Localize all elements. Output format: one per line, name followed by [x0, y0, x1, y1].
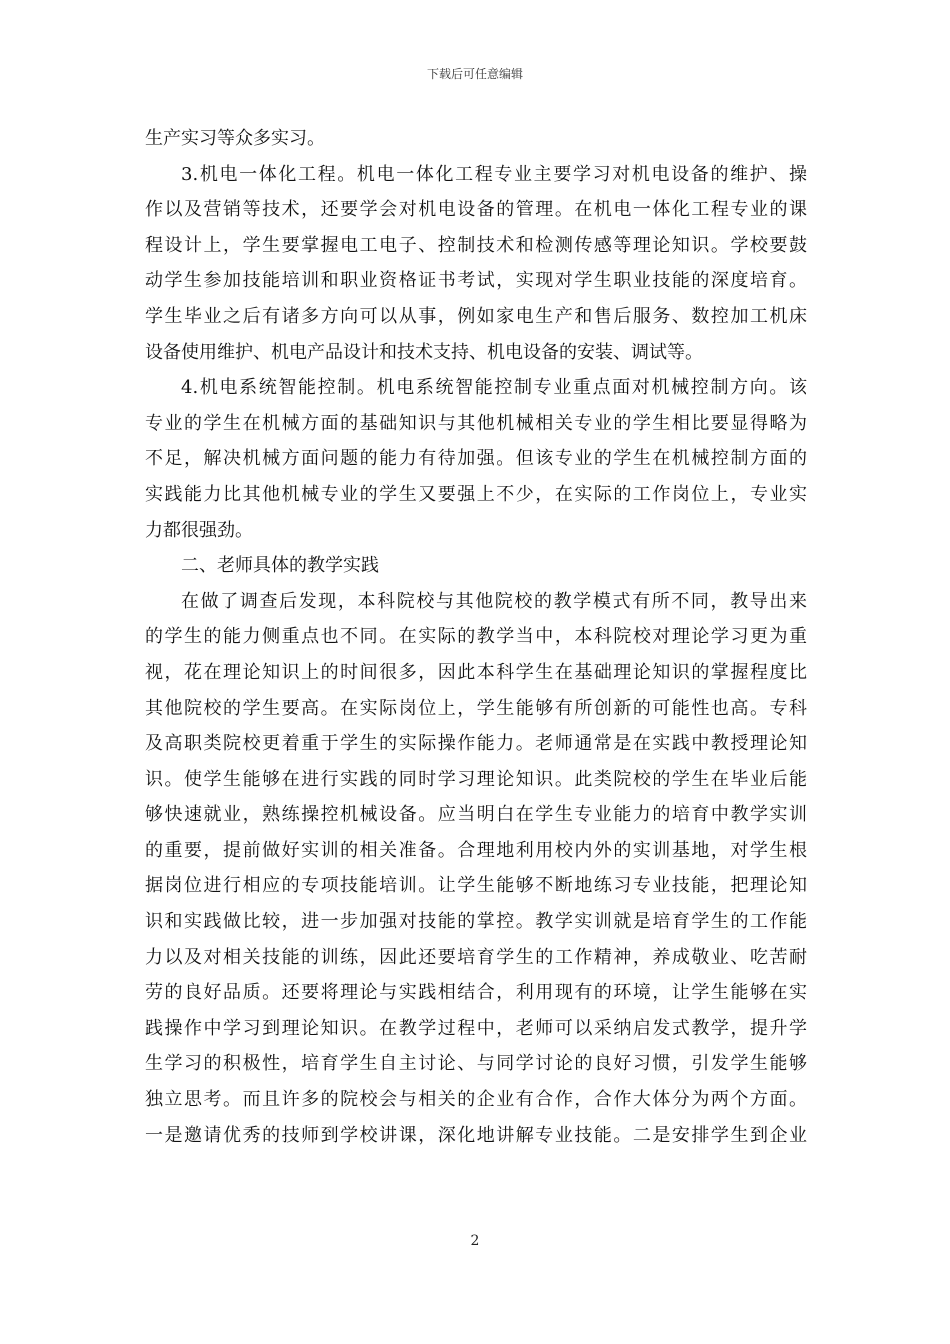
text-line: 的重要，提前做好实训的相关准备。合理地利用校内外的实训基地，对学生根: [145, 839, 807, 861]
page-number: 2: [470, 1233, 480, 1249]
text-line: 独立思考。而且许多的院校会与相关的企业有合作，合作大体分为两个方面。: [145, 1089, 807, 1111]
text-line: 识。使学生能够在进行实践的同时学习理论知识。此类院校的学生在毕业后能: [145, 768, 807, 790]
text-line: 的学生的能力侧重点也不同。在实际的教学当中，本科院校对理论学习更为重: [145, 626, 807, 648]
text-line: 设备使用维护、机电产品设计和技术支持、机电设备的安装、调试等。: [145, 341, 703, 363]
text-line: 专业的学生在机械方面的基础知识与其他机械相关专业的学生相比要显得略为: [145, 412, 807, 434]
text-line: 作以及营销等技术，还要学会对机电设备的管理。在机电一体化工程专业的课: [145, 199, 807, 221]
text-line: 动学生参加技能培训和职业资格证书考试，实现对学生职业技能的深度培育。: [145, 270, 807, 292]
page-header: 下载后可任意编辑: [426, 67, 523, 81]
text-line: 劳的良好品质。还要将理论与实践相结合，利用现有的环境，让学生能够在实: [145, 982, 807, 1004]
text-line: 力都很强劲。: [145, 519, 253, 541]
text-line: 践操作中学习到理论知识。在教学过程中，老师可以采纳启发式教学，提升学: [145, 1017, 807, 1039]
text-line: 视，花在理论知识上的时间很多，因此本科学生在基础理论知识的掌握程度比: [145, 661, 807, 683]
text-line: 其他院校的学生要高。在实际岗位上，学生能够有所创新的可能性也高。专科: [145, 697, 807, 719]
text-line: 不足，解决机械方面问题的能力有待加强。但该专业的学生在机械控制方面的: [145, 448, 807, 470]
text-line: 够快速就业，熟练操控机械设备。应当明白在学生专业能力的培育中教学实训: [145, 804, 807, 826]
text-line: 实践能力比其他机械专业的学生又要强上不少，在实际的工作岗位上，专业实: [145, 483, 807, 505]
text-line: 生学习的积极性，培育学生自主讨论、与同学讨论的良好习惯，引发学生能够: [145, 1053, 807, 1075]
text-line: 生产实习等众多实习。: [145, 128, 325, 149]
text-line: 3.机电一体化工程。机电一体化工程专业主要学习对机电设备的维护、操: [181, 163, 807, 185]
text-line: 一是邀请优秀的技师到学校讲课，深化地讲解专业技能。二是安排学生到企业: [145, 1124, 807, 1146]
section-heading: 二、老师具体的教学实践: [181, 555, 379, 577]
text-line: 力以及对相关技能的训练，因此还要培育学生的工作精神，养成敬业、吃苦耐: [145, 946, 807, 968]
text-line: 学生毕业之后有诸多方向可以从事，例如家电生产和售后服务、数控加工机床: [145, 305, 807, 327]
text-line: 及高职类院校更着重于学生的实际操作能力。老师通常是在实践中教授理论知: [145, 733, 807, 755]
text-line: 4.机电系统智能控制。机电系统智能控制专业重点面对机械控制方向。该: [181, 377, 807, 399]
text-line: 在做了调查后发现，本科院校与其他院校的教学模式有所不同，教导出来: [181, 590, 807, 612]
document-body: [145, 121, 807, 1153]
text-line: 据岗位进行相应的专项技能培训。让学生能够不断地练习专业技能，把理论知: [145, 875, 807, 897]
text-line: 程设计上，学生要掌握电工电子、控制技术和检测传感等理论知识。学校要鼓: [145, 234, 807, 256]
text-line: 识和实践做比较，进一步加强对技能的掌控。教学实训就是培育学生的工作能: [145, 911, 807, 933]
